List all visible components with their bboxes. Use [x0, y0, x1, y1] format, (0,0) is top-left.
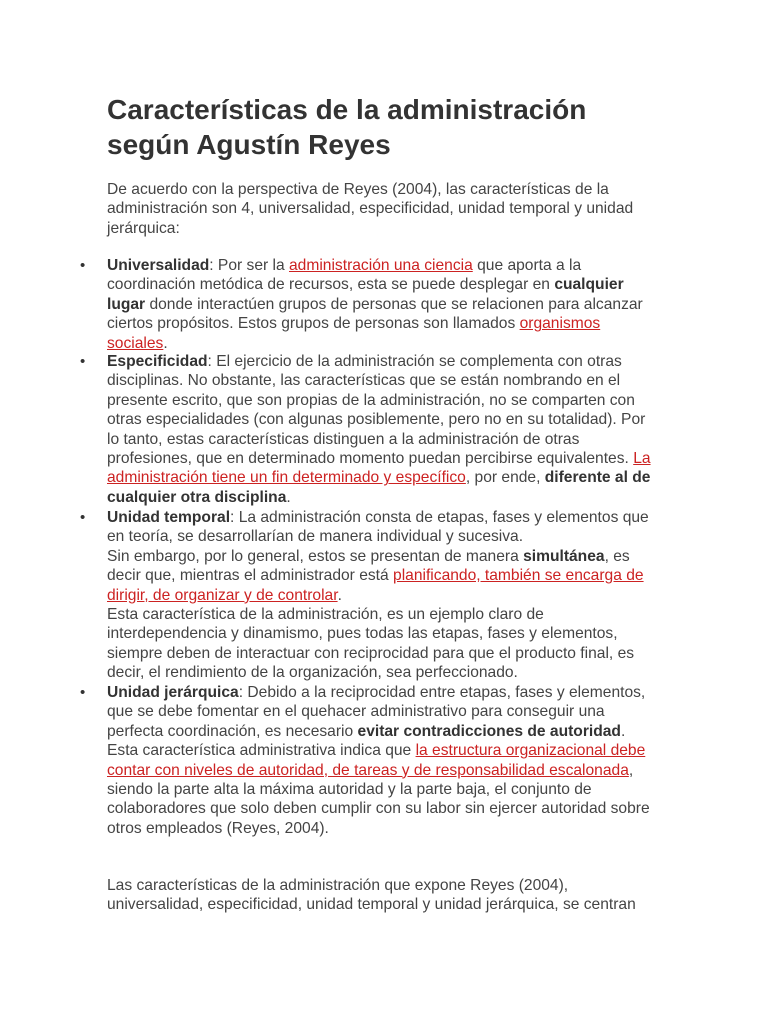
item-text: , siendo la parte alta la máxima autoridad y la parte baja, el conjunto de colaboradores que solo deben cumplir con su labor sin ejercer autoridad sobre otros empleados (Reyes, 2004).: [107, 761, 650, 837]
item-text: .: [286, 488, 291, 506]
characteristics-list: [80, 256, 657, 838]
item-text: Sin embargo, por lo general, estos se presentan de manera: [107, 547, 524, 565]
bullet-icon: •: [80, 353, 86, 370]
bold-cualquier-lugar: cualquier lugar: [107, 276, 624, 313]
link-planificando[interactable]: planificando, también se encarga de dirigir, de organizar y de controlar: [107, 567, 644, 604]
bold-simultanea: simultánea: [523, 547, 605, 565]
term-unidad-temporal: Unidad temporal: [107, 509, 231, 526]
list-item-unidad-jerarquica: [80, 683, 657, 838]
intro-paragraph: De acuerdo con la perspectiva de Reyes (2004), las características de la administración son 4, universalidad, especificidad, unidad temporal y unidad jerárquica:: [107, 181, 634, 237]
term-universalidad: Universalidad: [107, 257, 210, 274]
item-text: , por ende,: [465, 469, 545, 487]
list-item-universalidad: [80, 256, 657, 352]
list-item-unidad-temporal: [80, 508, 657, 683]
bullet-icon: •: [80, 684, 86, 701]
item-text: : Por ser la: [209, 257, 289, 274]
item-text: Esta característica de la administración, es un ejemplo claro de interdependencia y dinamismo, pues todas las etapas, fases y elementos, siempre deben de interactuar con reciprocidad para que el producto final, es decir, el rendimiento de la organización, sea perfeccionado.: [107, 606, 635, 682]
link-estructura-organizacional[interactable]: la estructura organizacional debe contar con niveles de autoridad, de tareas y de responsabilidad escalonada: [107, 742, 646, 779]
item-text: : El ejercicio de la administración se complementa con otras disciplinas. No obstante, las características que se están nombrando en el presente escrito, que son propias de la administración, no se comparten con otras especialidades (con algunas posiblemente, pero no en su totalidad). Por lo tanto, estas características distinguen a la administración de otras profesiones, que en determinado momento puedan percibirse equivalentes.: [107, 353, 646, 468]
item-text: : Debido a la reciprocidad entre etapas, fases y elementos, que se debe fomentar en el quehacer administrativo para conseguir una perfecta coordinación, es necesario: [107, 684, 646, 740]
bold-diferente: diferente al de cualquier otra disciplina: [107, 469, 651, 506]
item-text: .: [163, 334, 168, 352]
item-text: .: [337, 586, 342, 604]
item-text: Esta característica administrativa indica que: [107, 742, 416, 760]
article-title: Características de la administración según Agustín Reyes: [107, 94, 587, 160]
link-fin-determinado[interactable]: La administración tiene un fin determinado y específico: [107, 450, 651, 487]
bold-evitar-contradicciones: evitar contradicciones de autoridad: [357, 722, 621, 740]
term-especificidad: Especificidad: [107, 353, 208, 370]
list-item-especificidad: [80, 352, 657, 508]
item-text: , es decir que, mientras el administrador está: [107, 547, 630, 585]
item-text: que aporta a la coordinación metódica de recursos, esta se puede desplegar en: [107, 257, 582, 294]
bullet-icon: •: [80, 509, 86, 526]
bullet-icon: •: [80, 257, 86, 274]
item-text: .: [620, 722, 626, 740]
link-administracion-ciencia[interactable]: administración una ciencia: [289, 257, 473, 274]
item-text: donde interactúen grupos de personas que se relacionen para alcanzar ciertos propósitos. Estos grupos de personas son llamados: [107, 295, 643, 333]
term-unidad-jerarquica: Unidad jerárquica: [107, 684, 239, 701]
item-text: : La administración consta de etapas, fases y elementos que en teoría, se desarrollarían de manera individual y sucesiva.: [107, 509, 649, 546]
link-organismos-sociales[interactable]: organismos sociales: [107, 315, 601, 352]
closing-paragraph: Las características de la administración que expone Reyes (2004), universalidad, especificidad, unidad temporal y unidad jerárquica, se centran: [107, 877, 636, 914]
